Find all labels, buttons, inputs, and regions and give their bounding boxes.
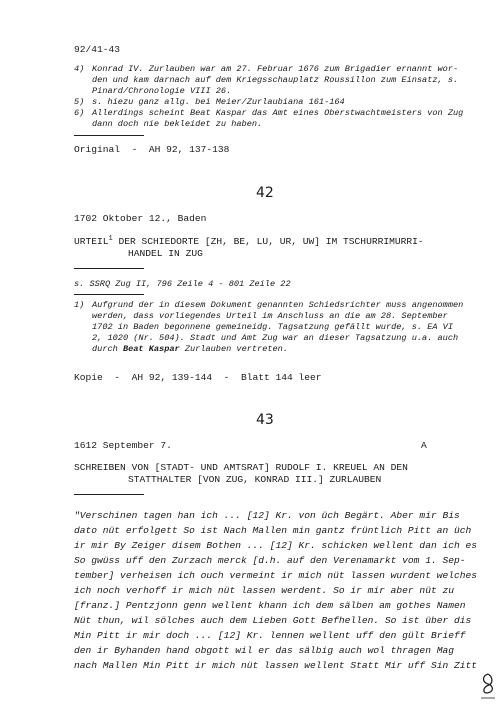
text-part: Zurlauben vertreten. xyxy=(179,344,288,354)
footnote-mark: 4) xyxy=(74,64,85,74)
footnote-line: werden, dass vorliegendes Urteil im Anschluss an die am 28. September xyxy=(92,311,448,321)
page-reference: 92/41-43 xyxy=(74,44,121,55)
footnote-line: 1702 in Baden begonnene gemeineidg. Tagsatzung gefällt wurde, s. EA VI xyxy=(92,322,453,332)
body-line: Min Pitt ir mir doch ... [12] Kr. lennen wellent uff den gült Brieff xyxy=(74,630,466,641)
divider xyxy=(74,294,144,295)
document-letter: A xyxy=(421,440,427,451)
source-copy: Kopie - AH 92, 139-144 - Blatt 144 leer xyxy=(74,372,322,383)
source-original: Original - AH 92, 137-138 xyxy=(74,144,230,155)
text-part: durch xyxy=(92,344,123,354)
divider xyxy=(74,135,144,136)
body-line: tember] verheisen ich ouch vermeint ir mich nüt lassen wurdent welches xyxy=(74,570,478,581)
footnote-line: dann doch nie bekleidet zu haben. xyxy=(92,119,263,129)
footnote-ref: 1 xyxy=(108,234,113,243)
body-line: So gwüss uff den Zurzach merck [d.h. auf den Verenamarkt vom 1. Sep- xyxy=(74,555,466,566)
body-line: dato nüt erfolgett So ist Nach Mallen min gantz früntlich Pitt an üch xyxy=(74,525,472,536)
document-title-cont: HANDEL IN ZUG xyxy=(128,248,203,259)
footnote-line: den und kam darnach auf dem Kriegsschauplatz Roussillon zum Einsatz, s. xyxy=(92,75,459,85)
footnote-line: 2, 1020 (Nr. 504). Stadt und Amt Zug war an dieser Tagsatzung u.a. auch xyxy=(92,333,459,343)
divider xyxy=(74,268,144,269)
edition-reference: s. SSRQ Zug II, 796 Zeile 4 - 801 Zeile 22 xyxy=(74,279,291,289)
person-name: Beat Kaspar xyxy=(122,344,180,354)
document-title-cont: STATTHALTER [VON ZUG, KONRAD III.] ZURLAUBEN xyxy=(128,474,382,485)
handwritten-mark-icon xyxy=(478,672,498,702)
footnote-line: s. hiezu ganz allg. bei Meier/Zurlaubiana 161-164 xyxy=(92,97,345,107)
footnote-line xyxy=(92,344,288,355)
body-line: Nüt thun, wil sölches auch dem Lieben Gott Befhellen. So ist über dis xyxy=(74,615,472,626)
document-title xyxy=(74,236,424,248)
body-line: den ir Byhanden hand obgott wil er das sälbig auch wol thragen Mag xyxy=(74,645,454,656)
footnote-line: Allerdings scheint Beat Kaspar das Amt eines Oberstwachtmeisters von Zug xyxy=(92,108,464,118)
document-number: 43 xyxy=(256,412,274,428)
document-date: 1612 September 7. xyxy=(74,440,172,451)
footnote-mark: 6) xyxy=(74,108,85,118)
body-line: "Verschinen tagen han ich ... [12] Kr. von üch Begärt. Aber mir Bis xyxy=(74,510,460,521)
footnote-line: Pinard/Chronologie VIII 26. xyxy=(92,86,232,96)
footnote-mark: 5) xyxy=(74,97,85,107)
document-number: 42 xyxy=(256,185,274,201)
title-part: DER SCHIEDORTE [ZH, BE, LU, UR, UW] IM TSCHURRIMURRI- xyxy=(112,236,424,247)
body-line: [franz.] Pentzjonn genn wellent khann ich dem sälben am gothes Namen xyxy=(74,600,466,611)
document-title: SCHREIBEN VON [STADT- UND AMTSRAT] RUDOLF I. KREUEL AN DEN xyxy=(74,462,408,473)
body-line: ir mir By Zeiger disem Bothen ... [12] Kr. schicken wellent dan ich es xyxy=(74,540,478,551)
document-date: 1702 Oktober 12., Baden xyxy=(74,213,207,224)
footnote-line: Konrad IV. Zurlauben war am 27. Februar 1676 zum Brigadier ernannt wor- xyxy=(92,64,459,74)
divider xyxy=(74,494,144,495)
footnote-mark: 1) xyxy=(74,300,85,310)
body-line: nach Mallen Min Pitt ir mich nüt lassen wellent Statt Mir uff Sin Zitt xyxy=(74,660,478,671)
body-line: ich noch verhoff ir mich nüt lassen werdent. So ir mir aber nüt zu xyxy=(74,585,454,596)
footnote-line: Aufgrund der in diesem Dokument genannten Schiedsrichter muss angenommen xyxy=(92,300,464,310)
title-part: URTEIL xyxy=(74,236,109,247)
